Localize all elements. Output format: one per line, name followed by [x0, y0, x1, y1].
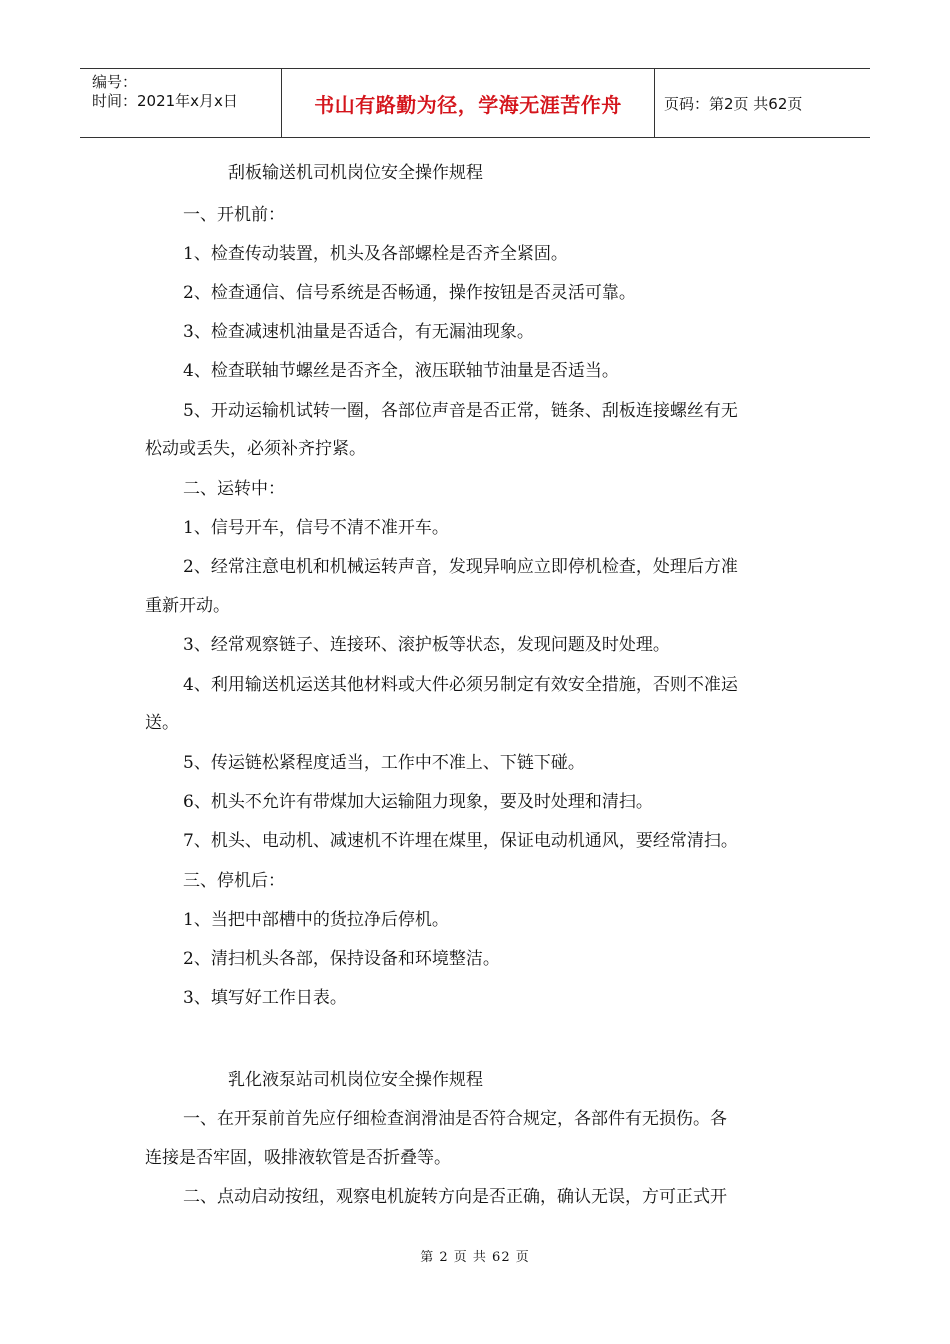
- paragraph-line: 1、当把中部槽中的货拉净后停机。: [183, 910, 449, 930]
- section-heading: 三、停机后：: [183, 871, 285, 891]
- section-title: 刮板输送机司机岗位安全操作规程: [228, 163, 483, 183]
- page-footer: 第 2 页 共 62 页: [420, 1250, 530, 1265]
- paragraph-line: 连接是否牢固，吸排液软管是否折叠等。: [145, 1148, 451, 1168]
- paragraph-line: 4、利用输送机运送其他材料或大件必须另制定有效安全措施，否则不准运: [183, 675, 738, 695]
- paragraph-line: 7、机头、电动机、减速机不许埋在煤里，保证电动机通风，要经常清扫。: [183, 831, 738, 851]
- paragraph-line: 1、信号开车，信号不清不准开车。: [183, 518, 449, 538]
- paragraph-line: 5、传运链松紧程度适当，工作中不准上、下链下碰。: [183, 753, 585, 773]
- paragraph-line: 二、点动启动按纽，观察电机旋转方向是否正确，确认无误，方可正式开: [183, 1187, 727, 1207]
- code-label: 编号：: [92, 73, 138, 91]
- paragraph-line: 3、填写好工作日表。: [183, 988, 347, 1008]
- paragraph-line: 一、在开泵前首先应仔细检查润滑油是否符合规定，各部件有无损伤。各: [183, 1109, 727, 1129]
- paragraph-line: 2、经常注意电机和机械运转声音，发现异响应立即停机检查，处理后方准: [183, 557, 738, 577]
- header-page-info: 页码：第2页 共62页: [664, 94, 803, 113]
- paragraph-line: 3、检查减速机油量是否适合，有无漏油现象。: [183, 322, 534, 342]
- header-meta: [80, 69, 281, 137]
- section-heading: 一、开机前：: [183, 205, 285, 225]
- paragraph-line: 送。: [145, 713, 179, 733]
- paragraph-line: 重新开动。: [145, 596, 230, 616]
- paragraph-line: 2、检查通信、信号系统是否畅通，操作按钮是否灵活可靠。: [183, 283, 636, 303]
- paragraph-line: 松动或丢失，必须补齐拧紧。: [145, 439, 366, 459]
- paragraph-line: 5、开动运输机试转一圈，各部位声音是否正常，链条、刮板连接螺丝有无: [183, 401, 738, 421]
- paragraph-line: 3、经常观察链子、连接环、滚护板等状态，发现问题及时处理。: [183, 635, 670, 655]
- document-header: [80, 68, 870, 138]
- paragraph-line: 4、检查联轴节螺丝是否齐全，液压联轴节油量是否适当。: [183, 361, 619, 381]
- section-heading: 二、运转中：: [183, 479, 285, 499]
- section-title: 乳化液泵站司机岗位安全操作规程: [228, 1070, 483, 1090]
- paragraph-line: 2、清扫机头各部，保持设备和环境整洁。: [183, 949, 500, 969]
- header-motto: 书山有路勤为径，学海无涯苦作舟: [281, 69, 655, 137]
- paragraph-line: 1、检查传动装置，机头及各部螺栓是否齐全紧固。: [183, 244, 568, 264]
- date-label: 时间：2021年x月x日: [92, 92, 238, 110]
- paragraph-line: 6、机头不允许有带煤加大运输阻力现象，要及时处理和清扫。: [183, 792, 653, 812]
